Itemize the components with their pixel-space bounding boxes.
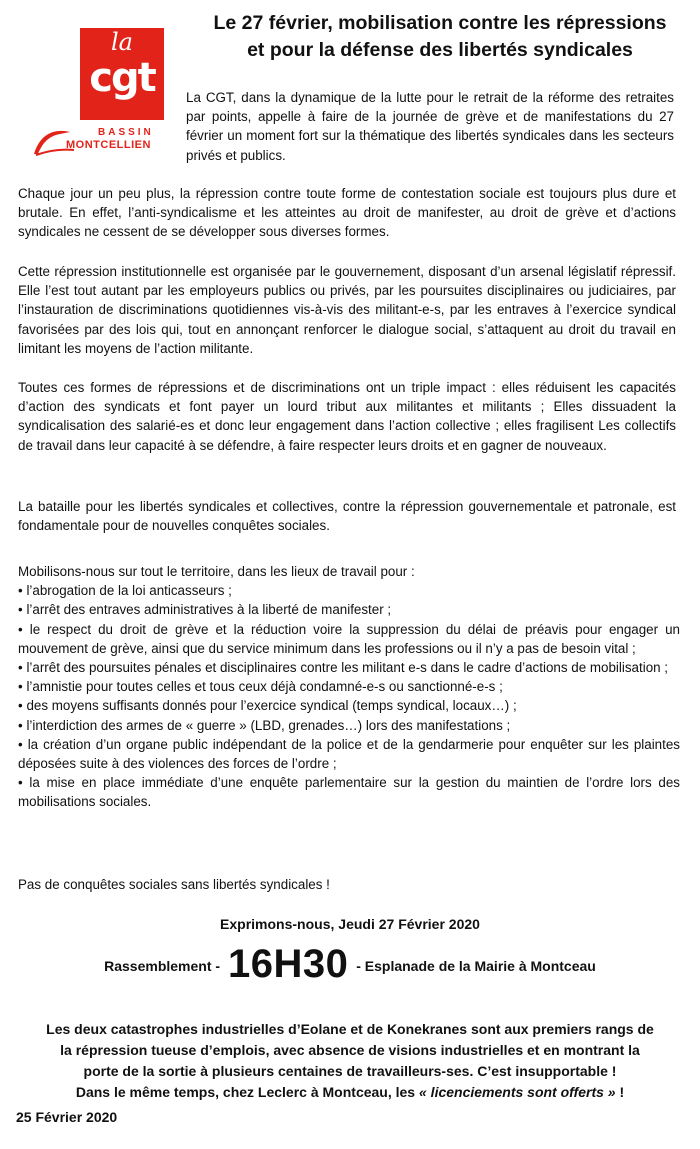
- bullet-icon: •: [18, 679, 23, 695]
- list-item-text: la création d’un organe public indépendant de la police et de la gendarmerie pour enquêter sur les plaintes déposées suite à des violences des forces de l’ordre ;: [18, 736, 680, 772]
- list-item: [18, 677, 680, 696]
- bullet-icon: •: [18, 698, 23, 714]
- rally-prefix: Rassemblement -: [104, 958, 221, 974]
- bullet-icon: •: [18, 583, 23, 599]
- final-statement: [14, 1019, 686, 1103]
- list-item-text: l’arrêt des poursuites pénales et disciplinaires contre les militant e-s dans le cadre d’actions de mobilisation ;: [26, 660, 669, 676]
- logo-montcellien-text: MONTCELLIEN: [66, 139, 151, 151]
- final-line-4-suffix: !: [619, 1084, 625, 1100]
- paragraph-institutional: Cette répression institutionnelle est organisée par le gouvernement, disposant d’un arsenal législatif répressif. Elle l’est tout autant par les employeurs publics ou privés, par les poursuites disciplinaires ou judiciaires, par l’instauration de discriminations quotidiennes vis-à-vis des militant-e-s, par les entraves à l’exercice syndical favorisées par des lois qui, tout en annonçant renforcer le dialogue social, s’attaquent au droit du travail en limitant les moyens de l’action militante.: [18, 264, 676, 356]
- demands-list: [18, 562, 680, 812]
- final-line-4: [14, 1082, 686, 1103]
- list-item: [18, 658, 680, 677]
- logo-cgt-text: cgt: [89, 55, 155, 101]
- list-item-text: l’interdiction des armes de « guerre » (LBD, grenades…) lors des manifestations ;: [26, 717, 511, 733]
- bullet-icon: •: [18, 660, 23, 676]
- list-item-text: l’amnistie pour toutes celles et tous ceux déjà condamné-e-s ou sanctionné-e-s ;: [26, 679, 503, 695]
- rally-line: [0, 941, 700, 989]
- intro-paragraph: La CGT, dans la dynamique de la lutte pour le retrait de la réforme des retraites par points, appelle à faire de la journée de grève et de manifestations du 27 février un moment fort sur la thématique des libertés syndicales dans les secteurs privés et publics.: [186, 90, 674, 163]
- final-line-3: porte de la sortie à plusieurs centaines de travailleurs-ses. C’est insupportable !: [83, 1063, 617, 1079]
- list-item-text: la mise en place immédiate d’une enquête parlementaire sur la gestion du maintien de l’ordre lors des mobilisations sociales.: [18, 775, 680, 810]
- bullet-icon: •: [18, 602, 23, 618]
- list-item-text: des moyens suffisants donnés pour l’exercice syndical (temps syndical, locaux…) ;: [26, 698, 517, 714]
- logo-la-text: la: [111, 28, 133, 56]
- cgt-logo: [28, 28, 178, 168]
- list-item: [18, 773, 680, 811]
- bullet-icon: •: [18, 621, 23, 637]
- list-item-text: le respect du droit de grève et la réduction voire la suppression du délai de préavis pour engager un mouvement de grève, ainsi que du service minimum dans les professions ou il n’y a pas de besoin vital ;: [18, 621, 680, 656]
- list-item: [18, 620, 680, 658]
- list-item: [18, 735, 680, 773]
- bullet-icon: •: [18, 717, 23, 733]
- final-line-4-prefix: Dans le même temps, chez Leclerc à Montceau, les: [75, 1084, 416, 1100]
- final-line-2: la répression tueuse d’emplois, avec absence de visions industrielles et en montrant la: [60, 1042, 640, 1058]
- list-item: [18, 600, 680, 619]
- list-intro: Mobilisons-nous sur tout le territoire, dans les lieux de travail pour :: [18, 564, 415, 579]
- closing-line: Pas de conquêtes sociales sans libertés syndicales !: [18, 877, 330, 892]
- paragraph-battle: La bataille pour les libertés syndicales et collectives, contre la répression gouvernementale et patronale, est fondamentale pour de nouvelles conquêtes sociales.: [18, 499, 676, 534]
- document-date: 25 Février 2020: [16, 1109, 118, 1125]
- list-item-text: l’abrogation de la loi anticasseurs ;: [26, 583, 232, 599]
- rally-suffix: - Esplanade de la Mairie à Montceau: [356, 958, 596, 974]
- list-item: [18, 716, 680, 735]
- title-line-1: Le 27 février, mobilisation contre les répressions: [213, 12, 667, 34]
- bullet-icon: •: [18, 775, 23, 791]
- list-item: [18, 696, 680, 715]
- list-item: [18, 581, 680, 600]
- title-line-2: et pour la défense des libertés syndicales: [247, 39, 633, 61]
- logo-bassin-text: BASSIN: [98, 127, 154, 138]
- list-item-text: l’arrêt des entraves administratives à la liberté de manifester ;: [26, 602, 392, 618]
- paragraph-repression: Chaque jour un peu plus, la répression contre toute forme de contestation sociale est toujours plus dure et brutale. En effet, l’anti-syndicalisme et les atteintes au droit de manifester, au droit de grève et d’actions syndicales ne cessent de se développer sous diverses formes.: [18, 186, 676, 240]
- bullet-icon: •: [18, 736, 23, 752]
- rally-time: 16H30: [227, 942, 349, 986]
- express-line: Exprimons-nous, Jeudi 27 Février 2020: [220, 916, 480, 932]
- page-title: [190, 10, 690, 64]
- final-line-4-italic: « licenciements sont offerts »: [419, 1084, 616, 1100]
- paragraph-impact: Toutes ces formes de répressions et de discriminations ont un triple impact : elles réduisent les capacités d’action des syndicats et font payer un lourd tribut aux militantes et militants ; Elles dissuadent la syndicalisation des salarié-es et donc leur engagement dans l’action collective ; elles fragilisent Les collectifs de travail dans leur capacité à se défendre, à faire respecter leurs droits et en gagner de nouveaux.: [18, 380, 676, 453]
- cgt-logo-red-block: [80, 28, 164, 120]
- final-line-1: Les deux catastrophes industrielles d’Eolane et de Konekranes sont aux premiers rangs de: [46, 1021, 654, 1037]
